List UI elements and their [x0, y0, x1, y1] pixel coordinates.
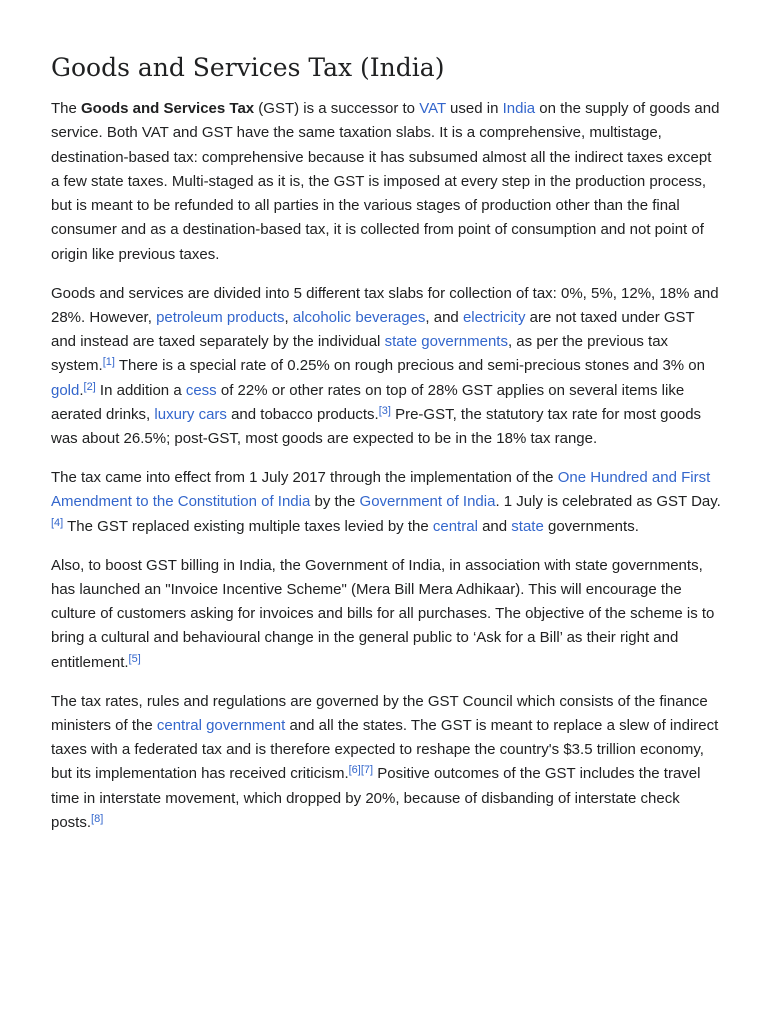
- link-alcoholic-beverages[interactable]: alcoholic beverages: [292, 308, 426, 326]
- link-luxury-cars[interactable]: luxury cars: [154, 406, 227, 424]
- link-state[interactable]: state: [511, 517, 544, 535]
- paragraph-tax-slabs: Goods and services are divided into 5 different tax slabs for collection of tax: 0%, 5%, 12%, 18% and 28%. However, petroleum products, alcoholic beverages, and electricity are not taxed under GST and instead are taxed separately by the individual state governments, as per the previous tax system.[1] There is a special rate of 0.25% on rough precious and semi-precious stones and 3% on gold.[2] In addition a cess of 22% or other rates on top of 28% GST applies on several items like aerated drinks, luxury cars and tobacco products.[3] Pre-GST, the statutory tax rate for most goods was about 26.5%; post-GST, most goods are expected to be in the 18% tax range.: [51, 284, 719, 448]
- link-government-of-india[interactable]: Government of India: [359, 493, 496, 511]
- link-central[interactable]: central: [432, 517, 478, 535]
- paragraph-gst-council: The tax rates, rules and regulations are governed by the GST Council which consists of the finance ministers of the central government and all the states. The GST is meant to replace a slew of indirect taxes with a federated tax and is therefore expected to reshape the country's $3.5 trillion economy, but its implementation has received criticism.[6][7] Positive outcomes of the GST includes the travel time in interstate movement, which dropped by 20%, because of disbanding of interstate check posts.[8]: [51, 692, 719, 832]
- citation-1[interactable]: [1]: [102, 356, 115, 369]
- link-amendment[interactable]: One Hundred and First Amendment to the Constitution of India: [51, 469, 711, 511]
- paragraph-invoice-scheme: Also, to boost GST billing in India, the Government of India, in association with state governments, has launched an "Invoice Incentive Scheme" (Mera Bill Mera Adhikaar). This will encourage the culture of customers asking for invoices and bills for all purchases. The objective of the scheme is to bring a cultural and behavioural change in the general public to ‘Ask for a Bill’ as their right and entitlement.[5]: [51, 556, 715, 671]
- citation-5[interactable]: [5]: [128, 652, 141, 665]
- citation-6[interactable]: [6]: [348, 764, 361, 777]
- citation-7[interactable]: [7]: [360, 764, 374, 777]
- citation-8[interactable]: [8]: [91, 813, 104, 826]
- page-title: Goods and Services Tax (India): [51, 53, 445, 82]
- link-central-government[interactable]: central government: [156, 716, 286, 734]
- citation-3[interactable]: [3]: [378, 405, 391, 418]
- link-electricity[interactable]: electricity: [462, 308, 526, 326]
- link-india[interactable]: India: [502, 100, 536, 117]
- citation-2[interactable]: [2]: [83, 380, 96, 393]
- bold-term: Goods and Services Tax: [81, 100, 255, 117]
- link-state-governments[interactable]: state governments: [384, 333, 508, 351]
- paragraph-effective-date: The tax came into effect from 1 July 2017 through the implementation of the One Hundred and First Amendment to the Constitution of India by the Government of India. 1 July is celebrated as GST Day.[4] The GST replaced existing multiple taxes levied by the central and state governments.: [51, 469, 721, 535]
- article: [51, 48, 723, 850]
- link-petroleum-products[interactable]: petroleum products: [156, 308, 285, 326]
- link-vat[interactable]: VAT: [419, 100, 446, 117]
- link-cess[interactable]: cess: [185, 381, 217, 399]
- citation-4[interactable]: [4]: [51, 516, 64, 529]
- paragraph-intro: The Goods and Services Tax (GST) is a successor to VAT used in India on the supply of goods and service. Both VAT and GST have the same taxation slabs. It is a comprehensive, multistage, destination-based tax: comprehensive because it has subsumed almost all the indirect taxes except a few state taxes. Multi-staged as it is, the GST is imposed at every step in the production process, but is meant to be refunded to all parties in the various stages of production other than the final consumer and as a destination-based tax, it is collected from point of consumption and not point of origin like previous taxes.: [51, 100, 720, 263]
- link-gold[interactable]: gold: [51, 381, 80, 399]
